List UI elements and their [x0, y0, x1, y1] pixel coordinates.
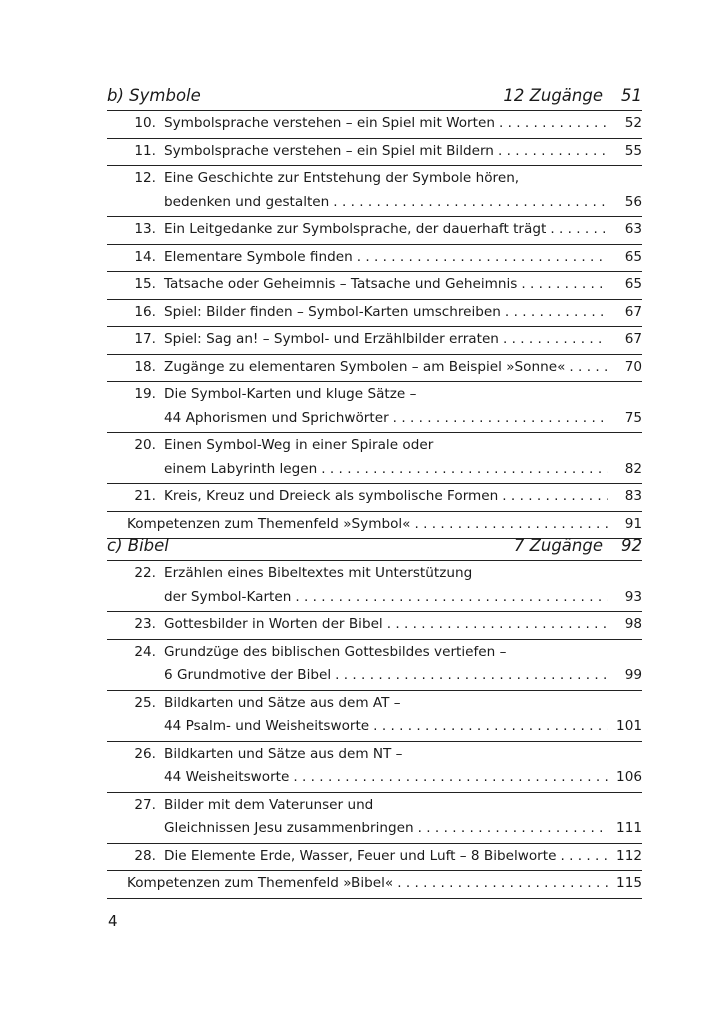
- section-heading: [107, 86, 642, 111]
- toc-entry[interactable]: [107, 612, 642, 640]
- toc-entry[interactable]: [107, 355, 642, 383]
- section-count: 7 Zugänge: [513, 536, 603, 555]
- entry-number: 15.: [134, 276, 156, 292]
- entry-page: 67: [624, 303, 642, 320]
- entry-title: Grundzüge des biblischen Gottesbildes vertiefen –: [164, 643, 507, 660]
- leader-dots: [293, 766, 608, 790]
- leader-dots: [499, 112, 608, 136]
- entry-title: der Symbol-Karten: [164, 588, 292, 605]
- entry-title: bedenken und gestalten: [164, 193, 330, 210]
- toc-section-symbole: [107, 86, 642, 539]
- toc-entry[interactable]: [107, 139, 642, 167]
- entry-title: einem Labyrinth legen: [164, 460, 318, 477]
- entry-page: 75: [624, 409, 642, 426]
- leader-dots: [569, 356, 608, 380]
- leader-dots: [502, 485, 608, 509]
- toc-entry[interactable]: [107, 327, 642, 355]
- entry-number: 19.: [134, 386, 156, 402]
- entry-number: 28.: [134, 847, 156, 864]
- toc-entry[interactable]: [107, 742, 642, 793]
- entry-title: 44 Aphorismen und Sprichwörter: [164, 409, 389, 426]
- entry-title: Tatsache oder Geheimnis – Tatsache und Geheimnis: [164, 276, 518, 292]
- leader-dots: [393, 407, 608, 431]
- entry-title: Elementare Symbole finden: [164, 248, 353, 265]
- entry-title: Symbolsprache verstehen – ein Spiel mit Worten: [164, 115, 495, 131]
- toc-entry[interactable]: [107, 561, 642, 612]
- entry-page: 65: [624, 248, 642, 265]
- entry-page: 55: [624, 142, 642, 159]
- entry-page: 65: [624, 276, 642, 292]
- entry-page: 112: [616, 847, 642, 864]
- toc-summary-entry[interactable]: [107, 512, 642, 540]
- leader-dots: [498, 140, 608, 164]
- entry-title: Bilder mit dem Vaterunser und: [164, 796, 374, 813]
- entry-title: 44 Psalm- und Weisheitsworte: [164, 718, 370, 734]
- entry-number: 13.: [134, 221, 156, 237]
- entry-number: 22.: [134, 565, 156, 581]
- section-page: 92: [621, 536, 642, 555]
- entry-page: 52: [624, 115, 642, 131]
- entry-number: 26.: [134, 745, 156, 762]
- toc-summary-entry[interactable]: [107, 871, 642, 899]
- entry-title: Erzählen eines Bibeltextes mit Unterstützung: [164, 565, 473, 581]
- leader-dots: [335, 664, 608, 688]
- leader-dots: [373, 715, 608, 739]
- leader-dots: [357, 246, 608, 270]
- toc-entry[interactable]: [107, 793, 642, 844]
- leader-dots: [295, 586, 608, 610]
- section-page: 51: [621, 86, 642, 105]
- leader-dots: [503, 328, 608, 352]
- entry-title: Kompetenzen zum Themenfeld »Bibel«: [127, 875, 394, 891]
- toc-entry[interactable]: [107, 300, 642, 328]
- entry-number: 27.: [134, 796, 156, 813]
- entry-page: 82: [624, 460, 642, 477]
- entry-number: 23.: [134, 616, 156, 632]
- entry-number: 14.: [134, 248, 156, 265]
- toc-entry[interactable]: [107, 844, 642, 872]
- entry-number: 11.: [134, 142, 156, 159]
- entry-title: Einen Symbol-Weg in einer Spirale oder: [164, 437, 434, 453]
- entry-number: 20.: [134, 437, 156, 453]
- entry-number: 12.: [134, 170, 156, 186]
- toc-entry[interactable]: [107, 272, 642, 300]
- toc-entry[interactable]: [107, 111, 642, 139]
- entry-page: 83: [624, 488, 642, 504]
- leader-dots: [415, 513, 609, 537]
- entry-page: 111: [616, 820, 642, 836]
- entry-title: Symbolsprache verstehen – ein Spiel mit Bildern: [164, 142, 494, 159]
- entry-page: 93: [624, 588, 642, 605]
- entry-page: 91: [624, 515, 642, 532]
- leader-dots: [560, 845, 608, 869]
- entry-number: 18.: [134, 358, 156, 375]
- entry-title: Die Elemente Erde, Wasser, Feuer und Luft – 8 Bibelworte: [164, 847, 557, 864]
- entry-number: 24.: [134, 643, 156, 660]
- entry-title: Kompetenzen zum Themenfeld »Symbol«: [127, 515, 411, 532]
- leader-dots: [321, 458, 608, 482]
- entry-title: Spiel: Sag an! – Symbol- und Erzählbilder erraten: [164, 331, 499, 347]
- section-title: b) Symbole: [107, 86, 201, 105]
- entry-page: 99: [624, 667, 642, 683]
- leader-dots: [397, 872, 608, 896]
- toc-entry[interactable]: [107, 691, 642, 742]
- toc-entry[interactable]: [107, 166, 642, 217]
- leader-dots: [333, 191, 608, 215]
- entry-number: 25.: [134, 694, 156, 711]
- entry-page: 67: [624, 331, 642, 347]
- section-title: c) Bibel: [107, 536, 169, 555]
- leader-dots: [550, 218, 608, 242]
- leader-dots: [387, 613, 608, 637]
- entry-title: Zugänge zu elementaren Symbolen – am Beispiel »Sonne«: [164, 358, 566, 375]
- toc-entry[interactable]: [107, 245, 642, 273]
- entry-title: Eine Geschichte zur Entstehung der Symbole hören,: [164, 170, 520, 186]
- entry-page: 98: [624, 616, 642, 632]
- entry-number: 17.: [134, 331, 156, 347]
- entry-page: 101: [616, 718, 642, 734]
- leader-dots: [521, 273, 608, 297]
- entry-title: 6 Grundmotive der Bibel: [164, 667, 332, 683]
- entry-title: Ein Leitgedanke zur Symbolsprache, der dauerhaft trägt: [164, 221, 547, 237]
- entry-page: 115: [616, 875, 642, 891]
- toc-entry[interactable]: [107, 484, 642, 512]
- entry-number: 16.: [134, 303, 156, 320]
- toc-entry[interactable]: [107, 640, 642, 691]
- section-heading: [107, 536, 642, 561]
- entry-title: Die Symbol-Karten und kluge Sätze –: [164, 386, 417, 402]
- entry-number: 21.: [134, 488, 156, 504]
- entry-number: 10.: [134, 115, 156, 131]
- toc-section-bibel: [107, 536, 642, 899]
- entry-title: 44 Weisheitsworte: [164, 769, 290, 785]
- entry-title: Bildkarten und Sätze aus dem AT –: [164, 694, 401, 711]
- entry-page: 106: [616, 769, 642, 785]
- toc-entry[interactable]: [107, 382, 642, 433]
- entry-title: Spiel: Bilder finden – Symbol-Karten umschreiben: [164, 303, 501, 320]
- page-number: 4: [108, 912, 118, 930]
- entry-title: Kreis, Kreuz und Dreieck als symbolische Formen: [164, 488, 499, 504]
- entry-page: 70: [624, 358, 642, 375]
- leader-dots: [505, 301, 608, 325]
- entry-page: 56: [624, 193, 642, 210]
- entry-page: 63: [624, 221, 642, 237]
- entry-title: Gleichnissen Jesu zusammenbringen: [164, 820, 414, 836]
- leader-dots: [418, 817, 608, 841]
- entry-title: Bildkarten und Sätze aus dem NT –: [164, 745, 403, 762]
- section-count: 12 Zugänge: [503, 86, 603, 105]
- toc-entry[interactable]: [107, 217, 642, 245]
- toc-entry[interactable]: [107, 433, 642, 484]
- entry-title: Gottesbilder in Worten der Bibel: [164, 616, 383, 632]
